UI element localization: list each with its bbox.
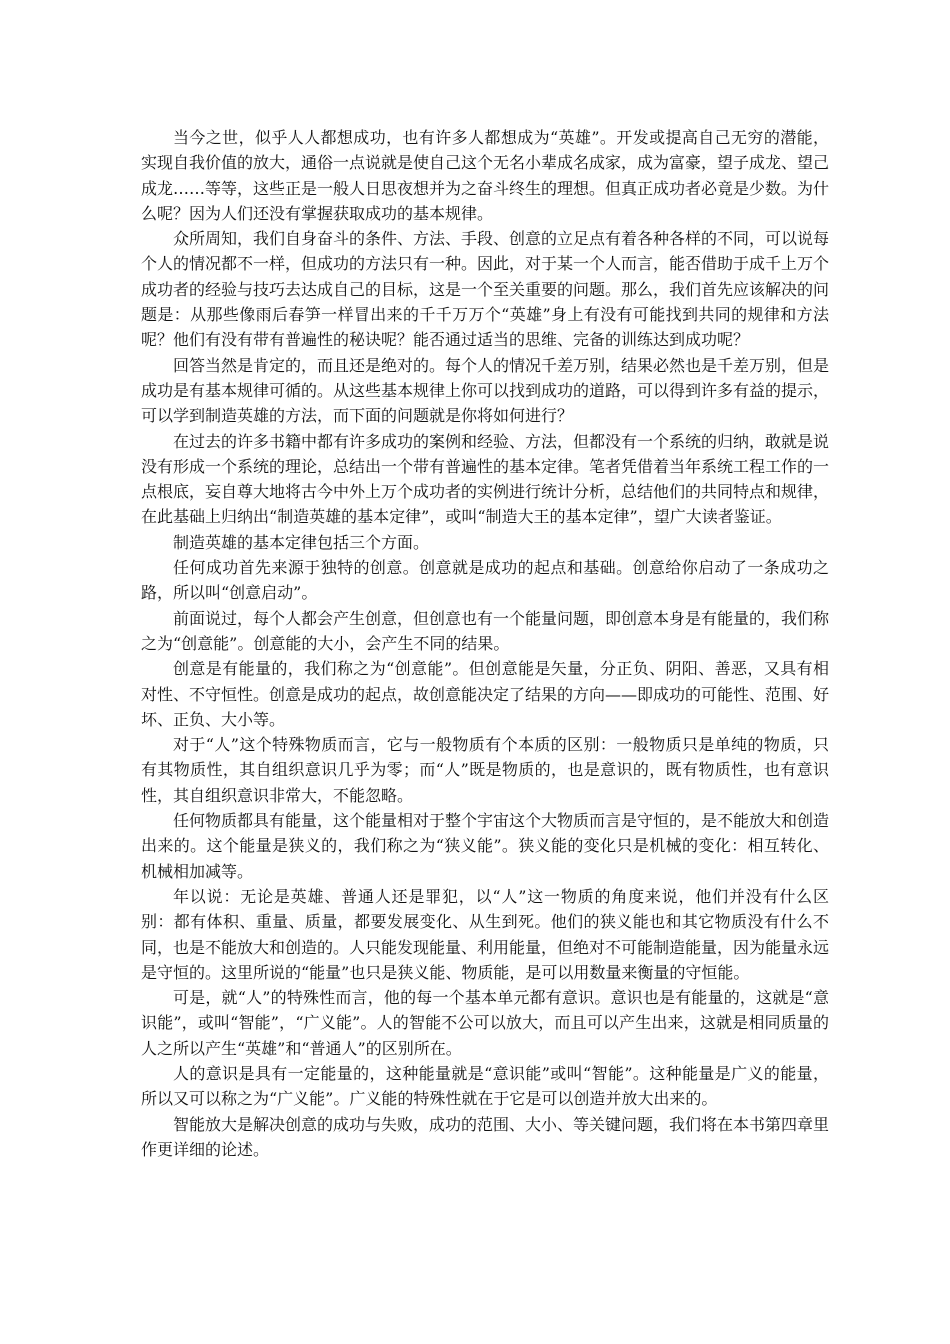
- paragraph: 在过去的许多书籍中都有许多成功的案例和经验、方法，但都没有一个系统的归纳，敢就是说没有形成一个系统的理论，总结出一个带有普遍性的基本定律。笔者凭借着当年系统工程工作的一点根底，妄自尊大地将古今中外上万个成功者的实例进行统计分析，总结他们的共同特点和规律，在此基础上归纳出“制造英雄的基本定律”，或叫“制造大王的基本定律”，望广大读者鉴证。: [141, 431, 830, 527]
- paragraph: 前面说过，每个人都会产生创意，但创意也有一个能量问题，即创意本身是有能量的，我们称之为“创意能”。创意能的大小，会产生不同的结果。: [141, 608, 830, 653]
- paragraph: 年以说：无论是英雄、普通人还是罪犯，以“人”这一物质的角度来说，他们并没有什么区别：都有体积、重量、质量，都要发展变化、从生到死。他们的狭义能也和其它物质没有什么不同，也是不能放大和创造的。人只能发现能量、利用能量，但绝对不可能制造能量，因为能量永远是守恒的。这里所说的“能量”也只是狭义能、物质能，是可以用数量来衡量的守恒能。: [141, 886, 830, 982]
- paragraph: 人的意识是具有一定能量的，这种能量就是“意识能”或叫“智能”。这种能量是广义的能量，所以又可以称之为“广义能”。广义能的特殊性就在于它是可以创造并放大出来的。: [141, 1063, 829, 1109]
- paragraph: 制造英雄的基本定律包括三个方面。: [173, 532, 430, 552]
- paragraph: 当今之世，似乎人人都想成功，也有许多人都想成为“英雄”。开发或提高自己无穷的潜能，实现自我价值的放大，通俗一点说就是使自己这个无名小辈成名成家，成为富豪，望子成龙、望己成龙……等等，这些正是一般人日思夜想并为之奋斗终生的理想。但真正成功者必竟是少数。为什么呢？因为人们还没有掌握获取成功的基本规律。: [141, 128, 830, 223]
- document-body: [141, 125, 829, 1162]
- paragraph: 可是，就“人”的特殊性而言，他的每一个基本单元都有意识。意识也是有能量的，这就是“意识能”，或叫“智能”，“广义能”。人的智能不公可以放大，而且可以产生出来，这就是相同质量的人之所以产生“英雄”和“普通人”的区别所在。: [141, 988, 829, 1058]
- paragraph: 对于“人”这个特殊物质而言，它与一般物质有个本质的区别：一般物质只是单纯的物质，只有其物质性，其自组织意识几乎为零；而“人”既是物质的，也是意识的，既有物质性，也有意识性，其自组织意识非常大，不能忽略。: [141, 735, 829, 805]
- paragraph: 任何物质都具有能量，这个能量相对于整个宇宙这个大物质而言是守恒的，是不能放大和创造出来的。这个能量是狭义的，我们称之为“狭义能”。狭义能的变化只是机械的变化：相互转化、机械相加减等。: [141, 811, 830, 881]
- paragraph: 众所周知，我们自身奋斗的条件、方法、手段、创意的立足点有着各种各样的不同，可以说每个人的情况都不一样，但成功的方法只有一种。因此，对于某一个人而言，能否借助于成千上万个成功者的经验与技巧去达成自己的目标，这是一个至关重要的问题。那么，我们首先应该解决的问题是：从那些像雨后春笋一样冒出来的千千万万个“英雄”身上有没有可能找到共同的规律和方法呢？他们有没有带有普遍性的秘诀呢？能否通过适当的思维、完备的训练达到成功呢？: [141, 229, 830, 350]
- paragraph: 回答当然是肯定的，而且还是绝对的。每个人的情况千差万别，结果必然也是千差万别，但是成功是有基本规律可循的。从这些基本规律上你可以找到成功的道路，可以得到许多有益的提示，可以学到制造英雄的方法，而下面的问题就是你将如何进行？: [141, 355, 830, 426]
- paragraph: 创意是有能量的，我们称之为“创意能”。但创意能是矢量，分正负、阴阳、善恶，又具有相对性、不守恒性。创意是成功的起点，故创意能决定了结果的方向——即成功的可能性、范围、好坏、正负、大小等。: [141, 659, 830, 729]
- paragraph: 任何成功首先来源于独特的创意。创意就是成功的起点和基础。创意给你启动了一条成功之路，所以叫“创意启动”。: [141, 558, 829, 603]
- paragraph: 智能放大是解决创意的成功与失败，成功的范围、大小、等关键问题，我们将在本书第四章里作更详细的论述。: [141, 1114, 830, 1159]
